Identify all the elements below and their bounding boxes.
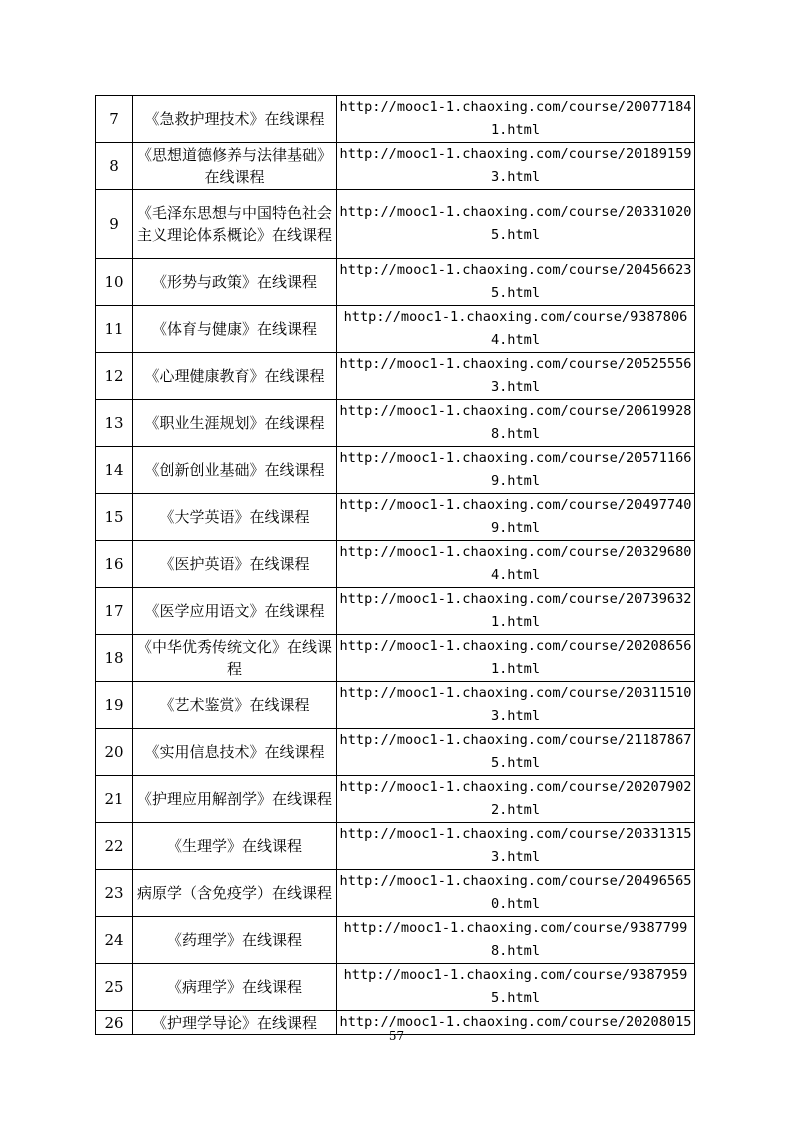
row-number: 16	[96, 541, 133, 588]
row-number: 11	[96, 306, 133, 353]
course-url: http://mooc1-1.chaoxing.com/course/211878675.html	[337, 729, 695, 776]
course-url: http://mooc1-1.chaoxing.com/course/93878064.html	[337, 306, 695, 353]
row-number: 20	[96, 729, 133, 776]
course-url: http://mooc1-1.chaoxing.com/course/205255563.html	[337, 353, 695, 400]
course-name: 《护理应用解剖学》在线课程	[133, 776, 337, 823]
course-name: 《医学应用语文》在线课程	[133, 588, 337, 635]
row-number: 21	[96, 776, 133, 823]
row-number: 18	[96, 635, 133, 682]
table-row	[96, 143, 695, 190]
row-number: 24	[96, 917, 133, 964]
course-url: http://mooc1-1.chaoxing.com/course/203115103.html	[337, 682, 695, 729]
course-name: 《职业生涯规划》在线课程	[133, 400, 337, 447]
table-row	[96, 964, 695, 1011]
course-name: 《思想道德修养与法律基础》在线课程	[133, 143, 337, 190]
course-url: http://mooc1-1.chaoxing.com/course/93879595.html	[337, 964, 695, 1011]
table-row	[96, 635, 695, 682]
row-number: 14	[96, 447, 133, 494]
course-url: http://mooc1-1.chaoxing.com/course/202086561.html	[337, 635, 695, 682]
course-url: http://mooc1-1.chaoxing.com/course/203296804.html	[337, 541, 695, 588]
course-url: http://mooc1-1.chaoxing.com/course/207396321.html	[337, 588, 695, 635]
table-row	[96, 447, 695, 494]
course-url: http://mooc1-1.chaoxing.com/course/93877998.html	[337, 917, 695, 964]
table-row	[96, 588, 695, 635]
row-number: 7	[96, 96, 133, 143]
table-row	[96, 776, 695, 823]
table-row	[96, 729, 695, 776]
course-name: 《病理学》在线课程	[133, 964, 337, 1011]
row-number: 17	[96, 588, 133, 635]
row-number: 19	[96, 682, 133, 729]
course-name: 《心理健康教育》在线课程	[133, 353, 337, 400]
course-name: 《实用信息技术》在线课程	[133, 729, 337, 776]
table-row	[96, 353, 695, 400]
table-row	[96, 870, 695, 917]
table-row	[96, 306, 695, 353]
course-url: http://mooc1-1.chaoxing.com/course/203310205.html	[337, 190, 695, 259]
table-row	[96, 259, 695, 306]
row-number: 22	[96, 823, 133, 870]
course-url: http://mooc1-1.chaoxing.com/course/206199288.html	[337, 400, 695, 447]
table-row	[96, 400, 695, 447]
course-name: 《药理学》在线课程	[133, 917, 337, 964]
course-name: 《形势与政策》在线课程	[133, 259, 337, 306]
course-url: http://mooc1-1.chaoxing.com/course/204977409.html	[337, 494, 695, 541]
course-url: http://mooc1-1.chaoxing.com/course/204965650.html	[337, 870, 695, 917]
table-row	[96, 96, 695, 143]
row-number: 8	[96, 143, 133, 190]
course-url: http://mooc1-1.chaoxing.com/course/203313153.html	[337, 823, 695, 870]
course-name: 《生理学》在线课程	[133, 823, 337, 870]
course-name: 《医护英语》在线课程	[133, 541, 337, 588]
row-number: 9	[96, 190, 133, 259]
course-name: 《体育与健康》在线课程	[133, 306, 337, 353]
course-name: 《大学英语》在线课程	[133, 494, 337, 541]
table-row	[96, 541, 695, 588]
row-number: 12	[96, 353, 133, 400]
course-name: 病原学（含免疫学）在线课程	[133, 870, 337, 917]
row-number: 25	[96, 964, 133, 1011]
course-url: http://mooc1-1.chaoxing.com/course/201891593.html	[337, 143, 695, 190]
course-name: 《毛泽东思想与中国特色社会主义理论体系概论》在线课程	[133, 190, 337, 259]
row-number: 26	[96, 1011, 133, 1035]
course-name: 《急救护理技术》在线课程	[133, 96, 337, 143]
row-number: 15	[96, 494, 133, 541]
course-url: http://mooc1-1.chaoxing.com/course/20208015	[337, 1011, 695, 1035]
table-row	[96, 494, 695, 541]
row-number: 10	[96, 259, 133, 306]
row-number: 13	[96, 400, 133, 447]
table-row	[96, 190, 695, 259]
course-url: http://mooc1-1.chaoxing.com/course/205711669.html	[337, 447, 695, 494]
page-number: 57	[388, 1029, 405, 1043]
course-url: http://mooc1-1.chaoxing.com/course/202079022.html	[337, 776, 695, 823]
course-url: http://mooc1-1.chaoxing.com/course/204566235.html	[337, 259, 695, 306]
table-row	[96, 682, 695, 729]
table-row	[96, 917, 695, 964]
table-row	[96, 823, 695, 870]
course-name: 《中华优秀传统文化》在线课程	[133, 635, 337, 682]
course-url: http://mooc1-1.chaoxing.com/course/200771841.html	[337, 96, 695, 143]
course-table	[95, 95, 695, 1035]
course-name: 《创新创业基础》在线课程	[133, 447, 337, 494]
course-name: 《护理学导论》在线课程	[133, 1011, 337, 1035]
row-number: 23	[96, 870, 133, 917]
course-name: 《艺术鉴赏》在线课程	[133, 682, 337, 729]
